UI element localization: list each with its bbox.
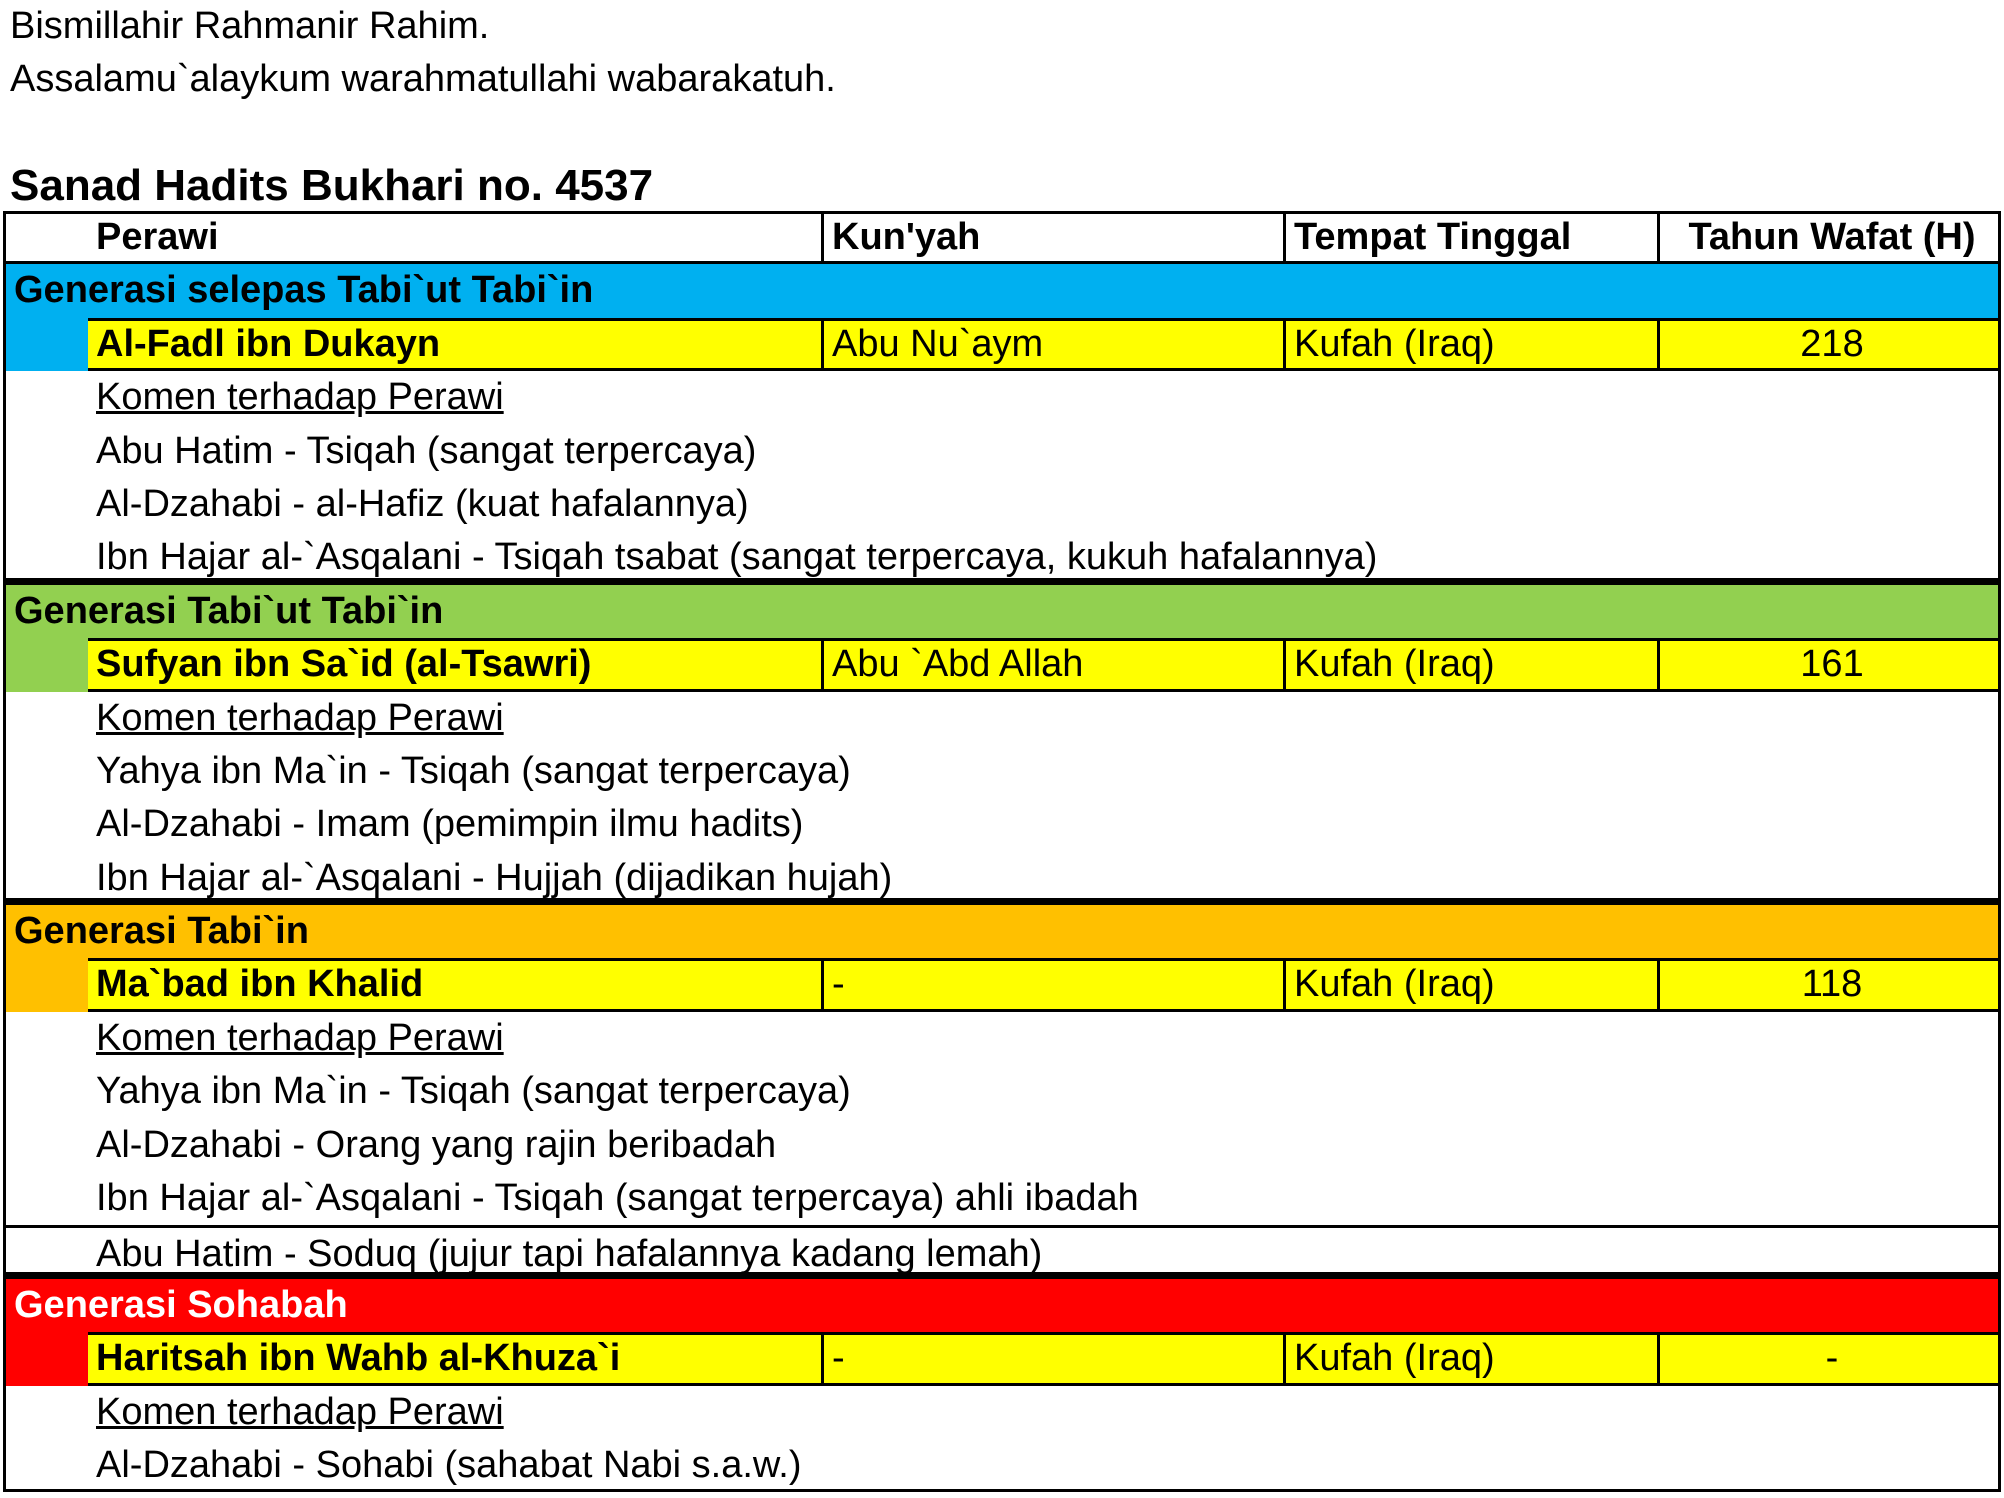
kunyah-cell: - [821, 958, 1283, 1011]
perawi-name: Haritsah ibn Wahb al-Khuza`i [96, 1337, 621, 1380]
page-title: Sanad Hadits Bukhari no. 4537 [10, 161, 654, 210]
tempat-cell: Kufah (Iraq) [1283, 638, 1657, 691]
column-header-tahun: Tahun Wafat (H) [1657, 211, 2004, 264]
column-header-row [3, 211, 2001, 264]
comment-row [3, 1065, 2001, 1118]
perawi-name: Ma`bad ibn Khalid [96, 963, 424, 1006]
kunyah-cell: Abu `Abd Allah [821, 638, 1283, 691]
perawi-name: Al-Fadl ibn Dukayn [96, 322, 441, 365]
comment-row [3, 692, 2001, 745]
column-header-blank [6, 211, 88, 264]
comment-line: Ibn Hajar al-`Asqalani - Tsiqah (sangat terpercaya) ahli ibadah [96, 1177, 1139, 1220]
comment-heading: Komen terhadap Perawi [96, 1016, 504, 1059]
generation-header: Generasi Tabi`ut Tabi`in [3, 585, 2001, 638]
comment-row [3, 1119, 2001, 1172]
comment-row [3, 478, 2001, 531]
kunyah-cell: Abu Nu`aym [821, 318, 1283, 371]
comment-line: Al-Dzahabi - Imam (pemimpin ilmu hadits) [96, 803, 804, 846]
tempat-cell: Kufah (Iraq) [1283, 1332, 1657, 1385]
column-header-tempat: Tempat Tinggal [1283, 211, 1657, 264]
comment-line: Al-Dzahabi - Sohabi (sahabat Nabi s.a.w.) [96, 1443, 802, 1486]
tempat-cell: Kufah (Iraq) [1283, 958, 1657, 1011]
comment-heading: Komen terhadap Perawi [96, 1390, 504, 1433]
perawi-row [3, 958, 2001, 1011]
greeting-line-1: Bismillahir Rahmanir Rahim. [10, 5, 490, 47]
comment-row [3, 1225, 2001, 1278]
comment-row [3, 1012, 2001, 1065]
tahun-wafat-cell: 218 [1657, 318, 2004, 371]
generation-header: Generasi Sohabah [3, 1279, 2001, 1332]
comment-line: Al-Dzahabi - Orang yang rajin beribadah [96, 1123, 777, 1166]
perawi-row [3, 318, 2001, 371]
greeting-line-2: Assalamu`alaykum warahmatullahi wabarakatuh. [10, 58, 836, 100]
comment-row [3, 425, 2001, 478]
comment-line: Yahya ibn Ma`in - Tsiqah (sangat terpercaya) [96, 1070, 851, 1113]
comment-row [3, 1439, 2001, 1492]
comment-heading: Komen terhadap Perawi [96, 696, 504, 739]
column-header-kunyah: Kun'yah [821, 211, 1283, 264]
perawi-row [3, 1332, 2001, 1385]
generation-color-marker [6, 638, 88, 691]
tahun-wafat-cell: - [1657, 1332, 2004, 1385]
perawi-row [3, 638, 2001, 691]
comment-row [3, 1172, 2001, 1225]
comment-row [3, 371, 2001, 424]
generation-color-marker [6, 958, 88, 1011]
comment-line: Yahya ibn Ma`in - Tsiqah (sangat terpercaya) [96, 749, 851, 792]
comment-row [3, 852, 2001, 905]
comment-heading: Komen terhadap Perawi [96, 376, 504, 419]
generation-header: Generasi selepas Tabi`ut Tabi`in [3, 264, 2001, 317]
generation-header: Generasi Tabi`in [3, 905, 2001, 958]
comment-line: Abu Hatim - Soduq (jujur tapi hafalannya kadang lemah) [96, 1233, 1043, 1276]
perawi-name: Sufyan ibn Sa`id (al-Tsawri) [96, 643, 592, 686]
comment-row [3, 1386, 2001, 1439]
comment-row [3, 798, 2001, 851]
comment-line: Al-Dzahabi - al-Hafiz (kuat hafalannya) [96, 482, 749, 525]
sanad-table [3, 211, 2001, 1492]
comment-line: Ibn Hajar al-`Asqalani - Tsiqah tsabat (sangat terpercaya, kukuh hafalannya) [96, 536, 1378, 579]
comment-line: Ibn Hajar al-`Asqalani - Hujjah (dijadikan hujah) [96, 856, 893, 899]
generation-color-marker [6, 1332, 88, 1385]
comment-line: Abu Hatim - Tsiqah (sangat terpercaya) [96, 429, 757, 472]
tahun-wafat-cell: 118 [1657, 958, 2004, 1011]
generation-color-marker [6, 318, 88, 371]
tempat-cell: Kufah (Iraq) [1283, 318, 1657, 371]
column-header-perawi: Perawi [96, 216, 219, 258]
tahun-wafat-cell: 161 [1657, 638, 2004, 691]
comment-row [3, 745, 2001, 798]
comment-row [3, 531, 2001, 584]
kunyah-cell: - [821, 1332, 1283, 1385]
